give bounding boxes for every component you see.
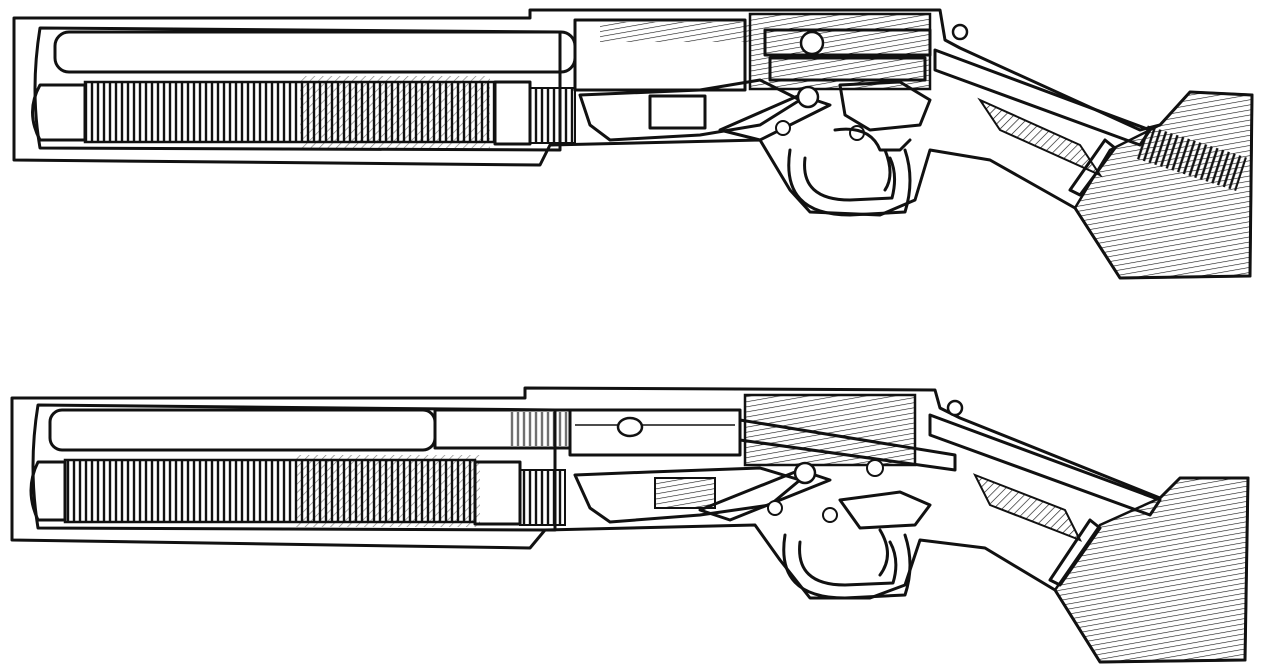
top-spring-shading <box>300 76 490 148</box>
mechanism-bottom <box>12 388 1248 662</box>
bottom-spring-shading <box>295 455 480 527</box>
bottom-link-pin <box>795 463 815 483</box>
bottom-stock <box>1055 478 1248 662</box>
bottom-pivot-b <box>823 508 837 522</box>
top-pivot-a <box>776 121 790 135</box>
top-plug <box>530 88 575 143</box>
top-link-pin <box>798 87 818 107</box>
bottom-hammer <box>840 492 930 528</box>
top-carrier-block <box>650 96 705 128</box>
bottom-tang <box>930 415 1160 515</box>
top-trigger <box>885 150 890 190</box>
bottom-pivot-c <box>867 460 883 476</box>
top-breech-block <box>750 14 930 89</box>
bottom-follower <box>475 462 520 524</box>
top-follower <box>495 82 530 144</box>
bottom-plug <box>520 470 565 525</box>
top-knob <box>953 25 967 39</box>
bottom-carrier-block <box>655 478 715 508</box>
top-magazine-tube <box>55 32 575 72</box>
bottom-magazine-tube <box>50 410 435 450</box>
top-spring-cap <box>33 85 86 140</box>
bottom-pivot-a <box>768 501 782 515</box>
bottom-trigger-guard-inner <box>800 542 896 585</box>
bottom-bolt-face <box>510 412 570 446</box>
bottom-pin <box>618 418 642 436</box>
bottom-breech-block <box>745 395 915 465</box>
top-sear <box>835 129 910 150</box>
top-trigger-guard-inner <box>805 158 895 200</box>
mechanism-top <box>14 10 1252 278</box>
top-bolt-hatch <box>600 22 750 42</box>
bottom-knob <box>948 401 962 415</box>
bottom-slide <box>570 410 740 455</box>
bottom-trigger <box>880 530 888 575</box>
top-pin <box>801 32 823 54</box>
